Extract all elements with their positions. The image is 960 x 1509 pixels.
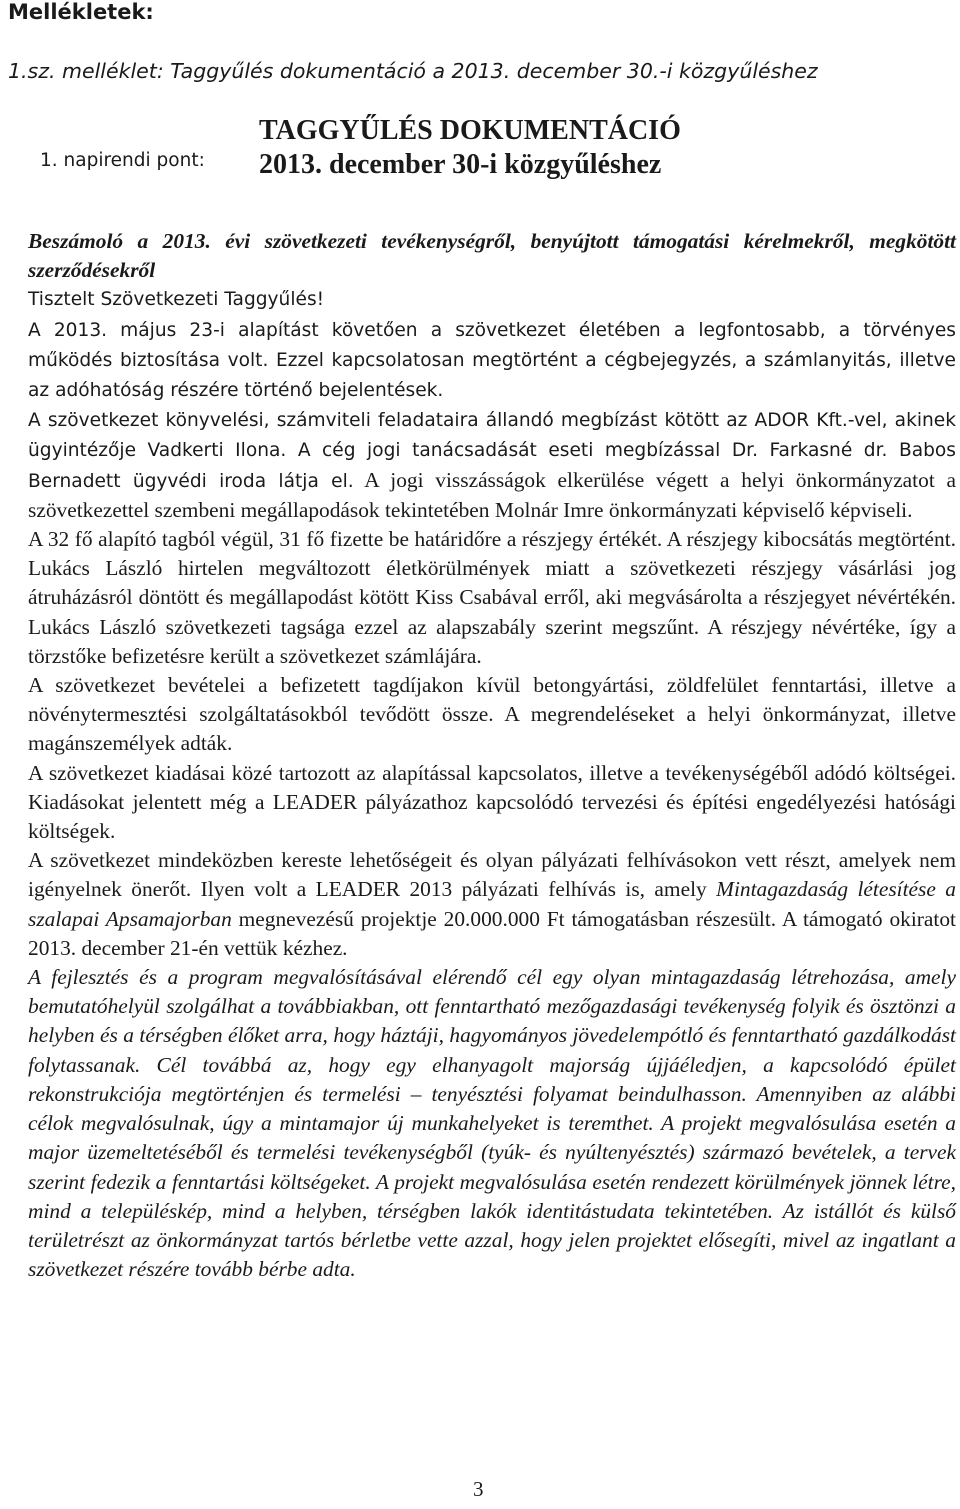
document-subtitle: 2013. december 30-i közgyűléshez <box>259 149 662 180</box>
paragraph-accounting <box>28 405 956 525</box>
document-body <box>28 227 956 1284</box>
report-title: Beszámoló a 2013. évi szövetkezeti tevékenységről, benyújtott támogatási kérelmekről, megkötött szerződésekről <box>28 229 956 283</box>
page-number: 3 <box>473 1477 484 1501</box>
paragraph-founding-part1: A 2013. <box>28 319 108 341</box>
document-title: TAGGYŰLÉS DOKUMENTÁCIÓ <box>259 115 681 146</box>
paragraph-grants <box>28 846 956 963</box>
attachments-heading: Mellékletek: <box>8 0 154 24</box>
paragraph-grants-part1: A szövetkezet mindeközben kereste lehetőségeit és olyan pályázati felhívásokon vett részt, amelyek nem igényelnek önerőt. Ilyen volt a LEADER 2013 pályázati felhívás is, amely <box>28 848 956 902</box>
paragraph-project-goals: A fejlesztés és a program megvalósításával elérendő cél egy olyan mintagazdaság létrehozása, amely bemutatóhelyül szolgálhat a továbbiakban, ott fenntartható mezőgazdasági tevékenység folyik és ösztönzi a helyben és a térségben élőket arra, hogy háztáji, hagyományos jövedelempótló és fenntartható gazdálkodást folytassanak. Cél továbbá az, hogy egy elhanyagolt majorság újjáéledjen, a kapcsolódó épület rekonstrukciója megtörténjen és termelési – tenyésztési folyamat beindulhasson. Amennyiben az alábbi célok megvalósulnak, úgy a mintamajor új munkahelyeket is teremthet. A projekt megvalósulása esetén a major üzemeltetéséből és termelési tevékenységből (tyúk- és nyúltenyésztés) származó bevételek, a tervek szerint fedezik a fenntartási költségeket. A projekt megvalósulása esetén rendezett körülmények jönnek létre, mind a településkép, mind a helyben, térségben lakók identitástudata tekintetében. Az istállót és külső területrészt az önkormányzat tartós bérletbe vette azzal, hogy jelen projektet elősegíti, mivel az ingatlant a szövetkezet részére tovább bérbe adta. <box>28 965 956 1282</box>
paragraph-accounting-part1: A szövetkezet könyvelési, számviteli feladataira állandó megbízást kötött az ADOR Kft.-vel, akinek ügyintézője Vadkerti Ilona. <box>28 410 956 462</box>
paragraph-founding-part3: Ezzel kapcsolatosan megtörtént a cégbejegyzés, a számlanyitás, illetve az adóhatóság részére történő bejelentések. <box>28 349 956 402</box>
paragraph-grants-part2: megnevezésű projektje 20.000.000 Ft támogatásban részesült. A támogató okiratot 2013. december 21-én vettük kézhez. <box>28 906 956 960</box>
paragraph-shares: A 32 fő alapító tagból végül, 31 fő fizette be határidőre a részjegy értékét. A részjegy kibocsátás megtörtént. Lukács László hirtelen megváltozott életkörülmények miatt a szövetkezeti részjegy vásárlási jog átruházásról döntött és megállapodást kötött Kiss Csabával erről, aki megvásárolta a részjegyet névértékén. Lukács László szövetkezeti tagsága ezzel az alapszabály szerint megszűnt. A részjegy névértéke, így a törzstőke befizetésre került a szövetkezet számlájára. <box>28 527 956 668</box>
paragraph-founding <box>28 315 956 406</box>
document-title-block <box>259 114 681 182</box>
paragraph-founding-part2: május 23-i alapítást követően a szövetkezet életében a legfontosabb, a törvényes működés biztosítása volt. <box>28 319 956 371</box>
paragraph-accounting-part3: A jogi visszásságok elkerülése végett a helyi önkormányzatot a szövetkezettel szembeni megállapodások tekintetében Molnár Imre önkormányzati képviselő képviseli. <box>28 467 957 522</box>
greeting: Tisztelt Szövetkezeti Taggyűlés! <box>28 289 325 311</box>
attachment-reference-line: 1.sz. melléklet: Taggyűlés dokumentáció a 2013. december 30.-i közgyűléshez <box>8 59 818 83</box>
paragraph-accounting-part2: A cég jogi tanácsadását eseti megbízással Dr. Farkasné dr. Babos Bernadett ügyvédi iroda látja el. <box>28 440 956 492</box>
project-name: Mintagazdaság létesítése a szalapai Apsamajorban <box>28 877 956 931</box>
paragraph-expenses: A szövetkezet kiadásai közé tartozott az alapítással kapcsolatos, illetve a tevékenységéből adódó költségei. Kiadásokat jelentett még a LEADER pályázathoz kapcsolódó tervezési és építési engedélyezési hatósági költségek. <box>28 760 956 844</box>
agenda-item-label: 1. napirendi pont: <box>40 150 205 171</box>
paragraph-revenue: A szövetkezet bevételei a befizetett tagdíjakon kívül betongyártási, zöldfelület fenntartási, illetve a növénytermesztési szolgáltatásokból tevődött össze. A megrendeléseket a helyi önkormányzat, illetve magánszemélyek adták. <box>28 673 956 756</box>
